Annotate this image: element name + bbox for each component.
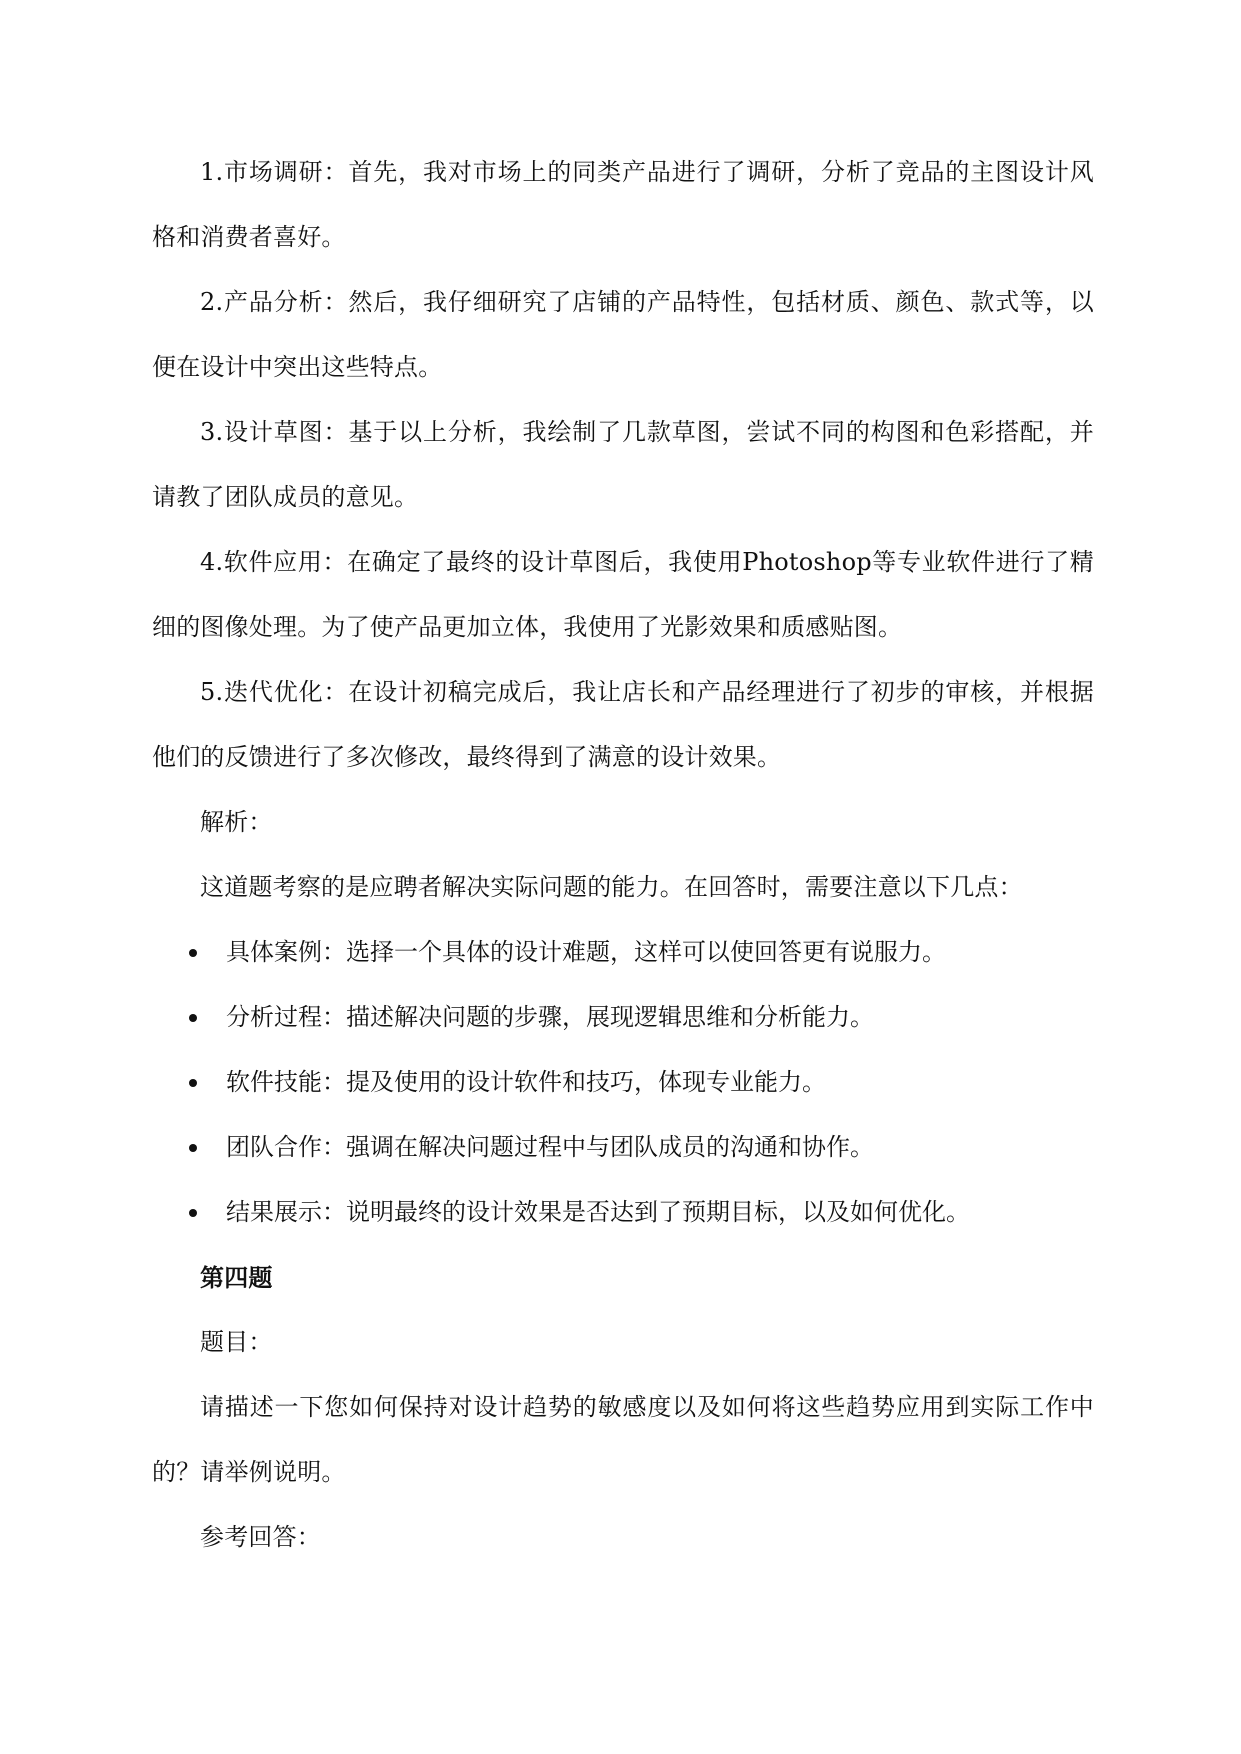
answer-label: 参考回答： <box>200 1523 321 1551</box>
step-paragraph-4: 4.软件应用：在确定了最终的设计草图后，我使用Photoshop等专业软件进行了精细的图像处理。为了使产品更加立体，我使用了光影效果和质感贴图。 <box>152 548 1094 641</box>
list-item-text: 分析过程：描述解决问题的步骤，展现逻辑思维和分析能力。 <box>226 1003 874 1031</box>
list-item <box>152 920 1094 985</box>
step-paragraph-2: 2.产品分析：然后，我仔细研究了店铺的产品特性，包括材质、颜色、款式等，以便在设计中突出这些特点。 <box>152 288 1094 381</box>
bullet-icon <box>189 949 197 957</box>
list-item-text: 结果展示：说明最终的设计效果是否达到了预期目标，以及如何优化。 <box>226 1198 970 1226</box>
analysis-intro: 这道题考察的是应聘者解决实际问题的能力。在回答时，需要注意以下几点： <box>200 873 1023 901</box>
analysis-label: 解析： <box>200 808 273 836</box>
bullet-icon <box>189 1144 197 1152</box>
step-paragraph-5: 5.迭代优化：在设计初稿完成后，我让店长和产品经理进行了初步的审核，并根据他们的反馈进行了多次修改，最终得到了满意的设计效果。 <box>152 678 1094 771</box>
list-item <box>152 1050 1094 1115</box>
question-text: 请描述一下您如何保持对设计趋势的敏感度以及如何将这些趋势应用到实际工作中的？请举例说明。 <box>152 1393 1094 1486</box>
list-item-text: 团队合作：强调在解决问题过程中与团队成员的沟通和协作。 <box>226 1133 874 1161</box>
list-item <box>152 1115 1094 1180</box>
list-item <box>152 985 1094 1050</box>
step-paragraph-1: 1.市场调研：首先，我对市场上的同类产品进行了调研，分析了竞品的主图设计风格和消费者喜好。 <box>152 158 1094 251</box>
section-title: 第四题 <box>200 1263 273 1292</box>
analysis-bullet-list <box>152 920 1094 1245</box>
list-item <box>152 1180 1094 1245</box>
question-label: 题目： <box>200 1328 273 1356</box>
bullet-icon <box>189 1209 197 1217</box>
document-body <box>152 140 1094 1570</box>
step-paragraph-3: 3.设计草图：基于以上分析，我绘制了几款草图，尝试不同的构图和色彩搭配，并请教了团队成员的意见。 <box>152 418 1094 511</box>
list-item-text: 具体案例：选择一个具体的设计难题，这样可以使回答更有说服力。 <box>226 938 946 966</box>
bullet-icon <box>189 1014 197 1022</box>
list-item-text: 软件技能：提及使用的设计软件和技巧，体现专业能力。 <box>226 1068 826 1096</box>
bullet-icon <box>189 1079 197 1087</box>
